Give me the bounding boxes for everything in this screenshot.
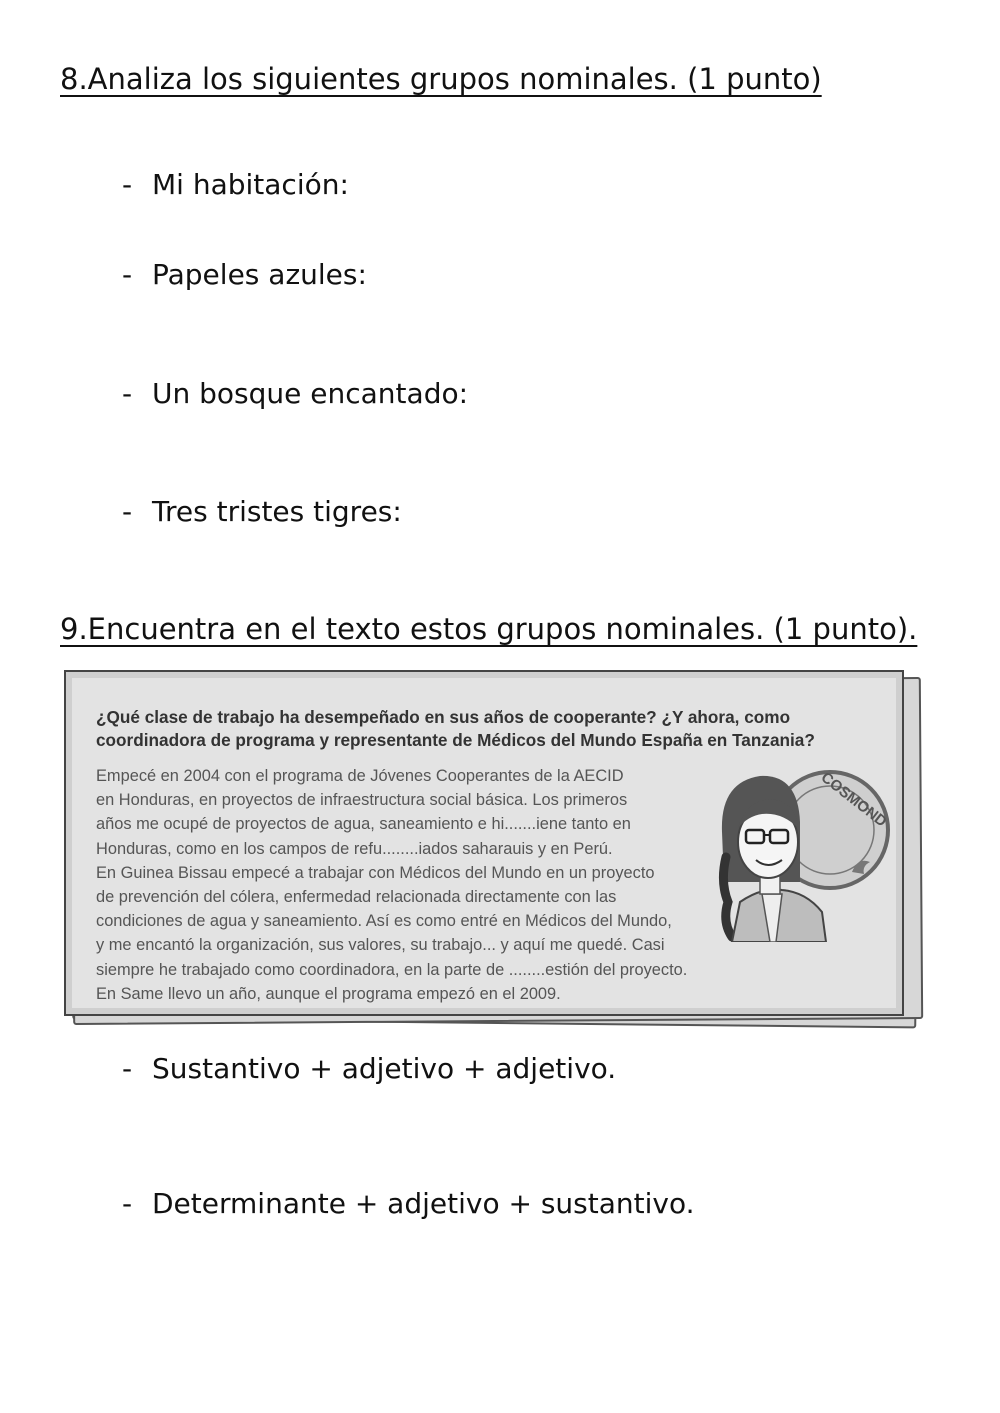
- list-item-text: Mi habitación:: [152, 168, 349, 201]
- answer-line: En Same llevo un año, aunque el programa empezó en el 2009.: [96, 984, 561, 1003]
- answer-line: siempre he trabajado como coordinadora, en la parte de ........estión del proyecto.: [96, 960, 688, 979]
- answer-line: Empecé en 2004 con el programa de Jóvenes Cooperantes de la AECID: [96, 767, 624, 785]
- woman-portrait-illustration: [702, 762, 902, 942]
- list-dash: -: [122, 258, 133, 291]
- list-item-text: Papeles azules:: [152, 258, 367, 291]
- answer-line: en Honduras, en proyectos de infraestructura social básica. Los primeros: [96, 791, 628, 810]
- interview-question: ¿Qué clase de trabajo ha desempeñado en sus años de cooperante? ¿Y ahora, como coordinadora de programa y representante de Médicos del Mundo España en Tanzania?: [96, 707, 815, 750]
- section-8-heading: 8.Analiza los siguientes grupos nominales. (1 punto): [60, 62, 822, 96]
- list-item-determinante-adjetivo-sustantivo: [122, 1187, 695, 1221]
- logo-text: COSMOND: [817, 768, 890, 831]
- list-item-text: Un bosque encantado:: [152, 377, 469, 410]
- list-item-text: Sustantivo + adjetivo + adjetivo.: [152, 1052, 617, 1085]
- answer-line: En Guinea Bissau empecé a trabajar con Médicos del Mundo en un proyecto: [96, 863, 655, 882]
- list-dash: -: [122, 168, 133, 201]
- list-item-sustantivo-adjetivo-adjetivo: [122, 1052, 616, 1086]
- clipping-front-sheet: [64, 670, 904, 1016]
- list-item-un-bosque-encantado: [122, 377, 468, 411]
- section-9-heading: 9.Encuentra en el texto estos grupos nominales. (1 punto).: [60, 612, 918, 646]
- answer-line: de prevención del cólera, enfermedad relacionada directamente con las: [96, 888, 617, 907]
- list-item-text: Determinante + adjetivo + sustantivo.: [152, 1187, 695, 1220]
- list-dash: -: [122, 1187, 133, 1220]
- answer-line: y me encantó la organización, sus valores, su trabajo... y aquí me quedé. Casi: [96, 936, 665, 955]
- interview-answer: [96, 764, 796, 1006]
- list-item-tres-tristes-tigres: [122, 495, 402, 529]
- answer-line: años me ocupé de proyectos de agua, saneamiento e hi.......iene tanto en: [96, 815, 631, 834]
- list-item-papeles-azules: [122, 258, 367, 292]
- list-dash: -: [122, 377, 133, 410]
- newspaper-clipping: [64, 670, 928, 1030]
- list-dash: -: [122, 1052, 133, 1085]
- list-item-text: Tres tristes tigres:: [152, 495, 402, 528]
- list-item-mi-habitacion: [122, 168, 349, 202]
- answer-line: Honduras, como en los campos de refu........iados saharauis y en Perú.: [96, 839, 613, 858]
- answer-line: condiciones de agua y saneamiento. Así es como entré en Médicos del Mundo,: [96, 912, 672, 931]
- list-dash: -: [122, 495, 133, 528]
